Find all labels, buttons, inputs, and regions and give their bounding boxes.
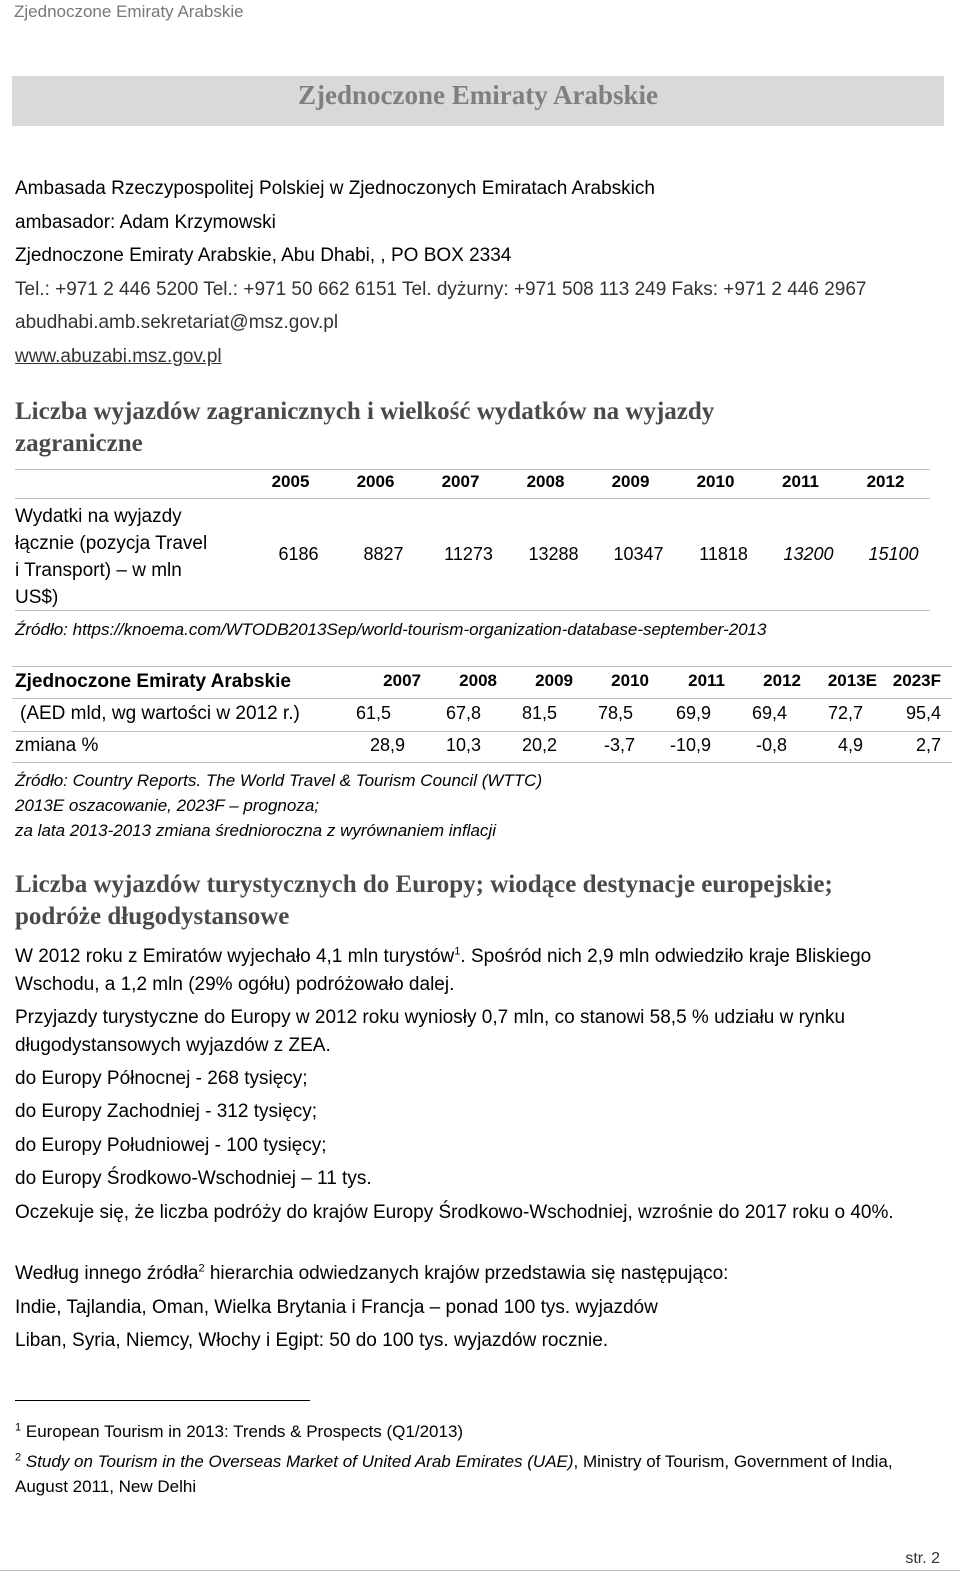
section1-heading-line1: Liczba wyjazdów zagranicznych i wielkość wydatków na wyjazdy xyxy=(15,398,715,425)
footnote-1-text: European Tourism in 2013: Trends & Prospects (Q1/2013) xyxy=(25,1422,464,1441)
table2-cell: 67,8 xyxy=(445,703,481,723)
table2-year: 2010 xyxy=(611,671,649,690)
footnote-2-title: Study on Tourism in the Overseas Market of United Arab Emirates (UAE) xyxy=(25,1452,574,1471)
table2-header-label: Zjednoczone Emiraty Arabskie xyxy=(15,671,291,692)
table2-cell: 69,4 xyxy=(751,703,787,723)
p1-text-b: . Spośród nich 2,9 mln odwiedziło kraje Bliskiego Wschodu, a 1,2 mln (29% ogółu) podróżowało dalej. xyxy=(15,946,872,995)
table1-value: 6186 xyxy=(278,544,319,564)
footnote-2 xyxy=(15,1449,945,1499)
page-number: str. 2 xyxy=(905,1550,940,1567)
table2-year: 2007 xyxy=(383,671,421,690)
table1-row-label xyxy=(15,503,245,611)
table1-value-row xyxy=(256,544,936,568)
footnote-ref-1[interactable]: 1 xyxy=(454,945,461,958)
table2-note-change: za lata 2013-2013 zmiana średnioroczna z wyrównaniem inflacji xyxy=(15,821,496,840)
section2-heading xyxy=(15,869,945,933)
table2-row1-values xyxy=(345,703,945,727)
page-title: Zjednoczone Emiraty Arabskie xyxy=(12,76,944,126)
table1-header-rule xyxy=(15,498,930,499)
table2-cell: -10,9 xyxy=(669,735,711,755)
table2-year-row xyxy=(345,671,945,695)
footnote-ref-2[interactable]: 2 xyxy=(198,1262,205,1275)
table2-year: 2008 xyxy=(459,671,497,690)
address: Zjednoczone Emiraty Arabskie, Abu Dhabi, , PO BOX 2334 xyxy=(15,245,512,266)
table2-cell: 78,5 xyxy=(597,703,633,723)
table2-cell: 10,3 xyxy=(445,735,481,755)
table1-year: 2008 xyxy=(526,472,565,491)
list-item-south: do Europy Południowej - 100 tysięcy; xyxy=(15,1135,327,1156)
footnote-separator xyxy=(15,1400,310,1401)
section2-heading-line1: Liczba wyjazdów turystycznych do Europy; wiodące destynacje europejskie; xyxy=(15,871,833,898)
table2-cell: -0,8 xyxy=(755,735,787,755)
table2-cell: 2,7 xyxy=(915,735,941,755)
paragraph-other-source xyxy=(15,1260,945,1288)
table2-cell: 69,9 xyxy=(675,703,711,723)
table2-row2-label: zmiana % xyxy=(15,735,99,756)
embassy-name: Ambasada Rzeczypospolitej Polskiej w Zjednoczonych Emiratach Arabskich xyxy=(15,178,655,199)
table2-cell: 72,7 xyxy=(827,703,863,723)
table2-cell: 4,9 xyxy=(837,735,863,755)
table1-year: 2007 xyxy=(441,472,480,491)
table2-year: 2009 xyxy=(535,671,573,690)
ambassador: ambasador: Adam Krzymowski xyxy=(15,212,276,233)
footnote-2-mark: 2 xyxy=(15,1451,22,1464)
footer-rule xyxy=(0,1570,960,1571)
table1-year: 2010 xyxy=(696,472,735,491)
p1-text-a: W 2012 roku z Emiratów wyjechało 4,1 mln turystów xyxy=(15,946,455,967)
paragraph-europe-arrivals: Przyjazdy turystyczne do Europy w 2012 roku wyniosły 0,7 mln, co stanowi 58,5 % udziału w rynku długodystansowych wyjazdów z ZEA. xyxy=(15,1007,846,1056)
table2-header-rule xyxy=(12,698,952,699)
row-label-line: US$) xyxy=(15,587,59,608)
section2-heading-line2: podróże długodystansowe xyxy=(15,903,290,930)
table1-year: 2006 xyxy=(356,472,395,491)
table2-year: 2013E xyxy=(827,671,877,690)
paragraph-mid-countries: Liban, Syria, Niemcy, Włochy i Egipt: 50 do 100 tys. wyjazdów rocznie. xyxy=(15,1330,609,1351)
table2-note-estimate: 2013E oszacowanie, 2023F – prognoza; xyxy=(15,796,320,815)
running-header: Zjednoczone Emiraty Arabskie xyxy=(14,2,244,21)
table2-year: 2023F xyxy=(892,671,941,690)
table2-cell: 81,5 xyxy=(521,703,557,723)
paragraph-top-countries: Indie, Tajlandia, Oman, Wielka Brytania i Francja – ponad 100 tys. wyjazdów xyxy=(15,1297,658,1318)
list-item-central-east: do Europy Środkowo-Wschodniej – 11 tys. xyxy=(15,1168,372,1189)
website-link[interactable]: www.abuzabi.msz.gov.pl xyxy=(15,346,222,367)
paragraph-forecast: Oczekuje się, że liczba podróży do krajów Europy Środkowo-Wschodniej, wzrośnie do 2017 roku o 40%. xyxy=(15,1202,894,1223)
table1-value: 10347 xyxy=(613,544,664,564)
table1-value: 8827 xyxy=(363,544,404,564)
paragraph-travellers xyxy=(15,943,945,999)
table2-cell: 61,5 xyxy=(355,703,391,723)
row-label-line: łącznie (pozycja Travel xyxy=(15,533,208,554)
phone-numbers: Tel.: +971 2 446 5200 Tel.: +971 50 662 6151 Tel. dyżurny: +971 508 113 249 Faks: +971 2 446 2967 xyxy=(15,279,867,300)
table2-cell: 28,9 xyxy=(369,735,405,755)
table2-source: Źródło: Country Reports. The World Travel & Tourism Council (WTTC) xyxy=(15,771,543,790)
table2-row-rule xyxy=(12,731,952,732)
table2-cell: -3,7 xyxy=(603,735,635,755)
table2-row2-values xyxy=(345,735,945,759)
section1-heading xyxy=(15,396,945,460)
footnote-1 xyxy=(15,1419,945,1444)
p8-text-b: hierarchia odwiedzanych krajów przedstawia się następująco: xyxy=(204,1263,729,1284)
table2-year: 2012 xyxy=(763,671,801,690)
table1-value: 11273 xyxy=(444,544,493,564)
section1-heading-line2: zagraniczne xyxy=(15,430,143,457)
table2-bottom-rule xyxy=(12,762,952,763)
footnote-1-mark: 1 xyxy=(15,1421,22,1434)
p8-text-a: Według innego źródła xyxy=(15,1263,199,1284)
table1-value: 13200 xyxy=(783,544,834,564)
table1-year-row xyxy=(248,472,928,496)
table1-year: 2005 xyxy=(271,472,310,491)
table2-cell: 95,4 xyxy=(905,703,941,723)
list-item-north: do Europy Północnej - 268 tysięcy; xyxy=(15,1068,308,1089)
row-label-line: Wydatki na wyjazdy xyxy=(15,506,182,527)
table1-source: Źródło: https://knoema.com/WTODB2013Sep/world-tourism-organization-database-september-2013 xyxy=(15,620,767,639)
table1-value: 11818 xyxy=(699,544,748,564)
email-address: abudhabi.amb.sekretariat@msz.gov.pl xyxy=(15,312,339,333)
table2-year: 2011 xyxy=(688,671,725,690)
footnote-2-rest: , Ministry of Tourism, Government of India, August 2011, New Delhi xyxy=(15,1452,893,1496)
table2-row1-label: (AED mld, wg wartości w 2012 r.) xyxy=(20,703,300,724)
table1-top-rule xyxy=(15,469,930,470)
table1-value: 15100 xyxy=(868,544,919,564)
table1-year: 2009 xyxy=(611,472,650,491)
table1-year: 2011 xyxy=(782,472,819,491)
table2-top-rule xyxy=(12,666,952,667)
list-item-west: do Europy Zachodniej - 312 tysięcy; xyxy=(15,1101,318,1122)
table1-bottom-rule xyxy=(15,610,930,611)
table2-cell: 20,2 xyxy=(521,735,557,755)
table1-value: 13288 xyxy=(528,544,579,564)
table1-year: 2012 xyxy=(866,472,905,491)
row-label-line: i Transport) – w mln xyxy=(15,560,182,581)
